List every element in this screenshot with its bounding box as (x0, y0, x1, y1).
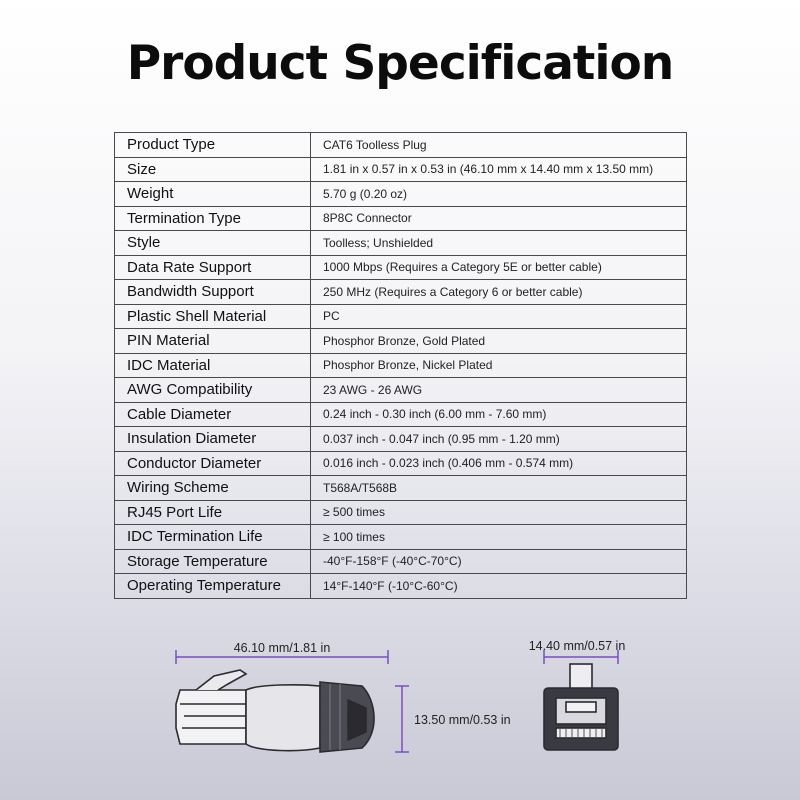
spec-row (115, 133, 687, 158)
spec-row (115, 157, 687, 182)
spec-value: 1000 Mbps (Requires a Category 5E or better cable) (311, 255, 687, 280)
spec-label: Plastic Shell Material (115, 304, 311, 329)
spec-row (115, 549, 687, 574)
spec-label: AWG Compatibility (115, 378, 311, 403)
spec-value: T568A/T568B (311, 476, 687, 501)
spec-table (114, 132, 687, 599)
spec-row (115, 353, 687, 378)
spec-label: Product Type (115, 133, 311, 158)
spec-value: 0.016 inch - 0.023 inch (0.406 mm - 0.574 mm) (311, 451, 687, 476)
spec-row (115, 329, 687, 354)
spec-row (115, 206, 687, 231)
spec-value: CAT6 Toolless Plug (311, 133, 687, 158)
page-title: Product Specification (126, 36, 674, 91)
length-label: 46.10 mm/1.81 in (233, 641, 331, 655)
spec-row (115, 476, 687, 501)
spec-label: Size (115, 157, 311, 182)
spec-label: Storage Temperature (115, 549, 311, 574)
spec-row (115, 402, 687, 427)
spec-value: Phosphor Bronze, Nickel Plated (311, 353, 687, 378)
spec-label: PIN Material (115, 329, 311, 354)
spec-value: PC (311, 304, 687, 329)
spec-row (115, 378, 687, 403)
spec-value: ≥ 500 times (311, 500, 687, 525)
width-label: 14.40 mm/0.57 in (528, 639, 626, 653)
dimension-diagram (0, 620, 800, 800)
spec-value: 250 MHz (Requires a Category 6 or better cable) (311, 280, 687, 305)
spec-value: ≥ 100 times (311, 525, 687, 550)
spec-label: Style (115, 231, 311, 256)
plug-side-view (176, 670, 374, 752)
spec-label: Wiring Scheme (115, 476, 311, 501)
spec-row (115, 255, 687, 280)
spec-label: IDC Termination Life (115, 525, 311, 550)
spec-row (115, 525, 687, 550)
spec-row (115, 500, 687, 525)
spec-label: Insulation Diameter (115, 427, 311, 452)
spec-row (115, 182, 687, 207)
spec-value: 8P8C Connector (311, 206, 687, 231)
spec-value: 1.81 in x 0.57 in x 0.53 in (46.10 mm x 14.40 mm x 13.50 mm) (311, 157, 687, 182)
height-dimension (395, 686, 409, 752)
spec-label: Conductor Diameter (115, 451, 311, 476)
spec-label: RJ45 Port Life (115, 500, 311, 525)
spec-label: IDC Material (115, 353, 311, 378)
spec-value: Toolless; Unshielded (311, 231, 687, 256)
spec-label: Bandwidth Support (115, 280, 311, 305)
spec-label: Data Rate Support (115, 255, 311, 280)
spec-label: Weight (115, 182, 311, 207)
spec-value: Phosphor Bronze, Gold Plated (311, 329, 687, 354)
spec-row (115, 427, 687, 452)
spec-label: Operating Temperature (115, 574, 311, 599)
spec-label: Cable Diameter (115, 402, 311, 427)
spec-row (115, 280, 687, 305)
spec-row (115, 574, 687, 599)
spec-row (115, 304, 687, 329)
height-label: 13.50 mm/0.53 in (414, 713, 511, 727)
spec-value: 14°F-140°F (-10°C-60°C) (311, 574, 687, 599)
plug-front-view (544, 664, 618, 750)
spec-label: Termination Type (115, 206, 311, 231)
spec-row (115, 231, 687, 256)
spec-value: -40°F-158°F (-40°C-70°C) (311, 549, 687, 574)
spec-value: 0.037 inch - 0.047 inch (0.95 mm - 1.20 mm) (311, 427, 687, 452)
spec-value: 0.24 inch - 0.30 inch (6.00 mm - 7.60 mm) (311, 402, 687, 427)
spec-value: 23 AWG - 26 AWG (311, 378, 687, 403)
spec-value: 5.70 g (0.20 oz) (311, 182, 687, 207)
spec-row (115, 451, 687, 476)
